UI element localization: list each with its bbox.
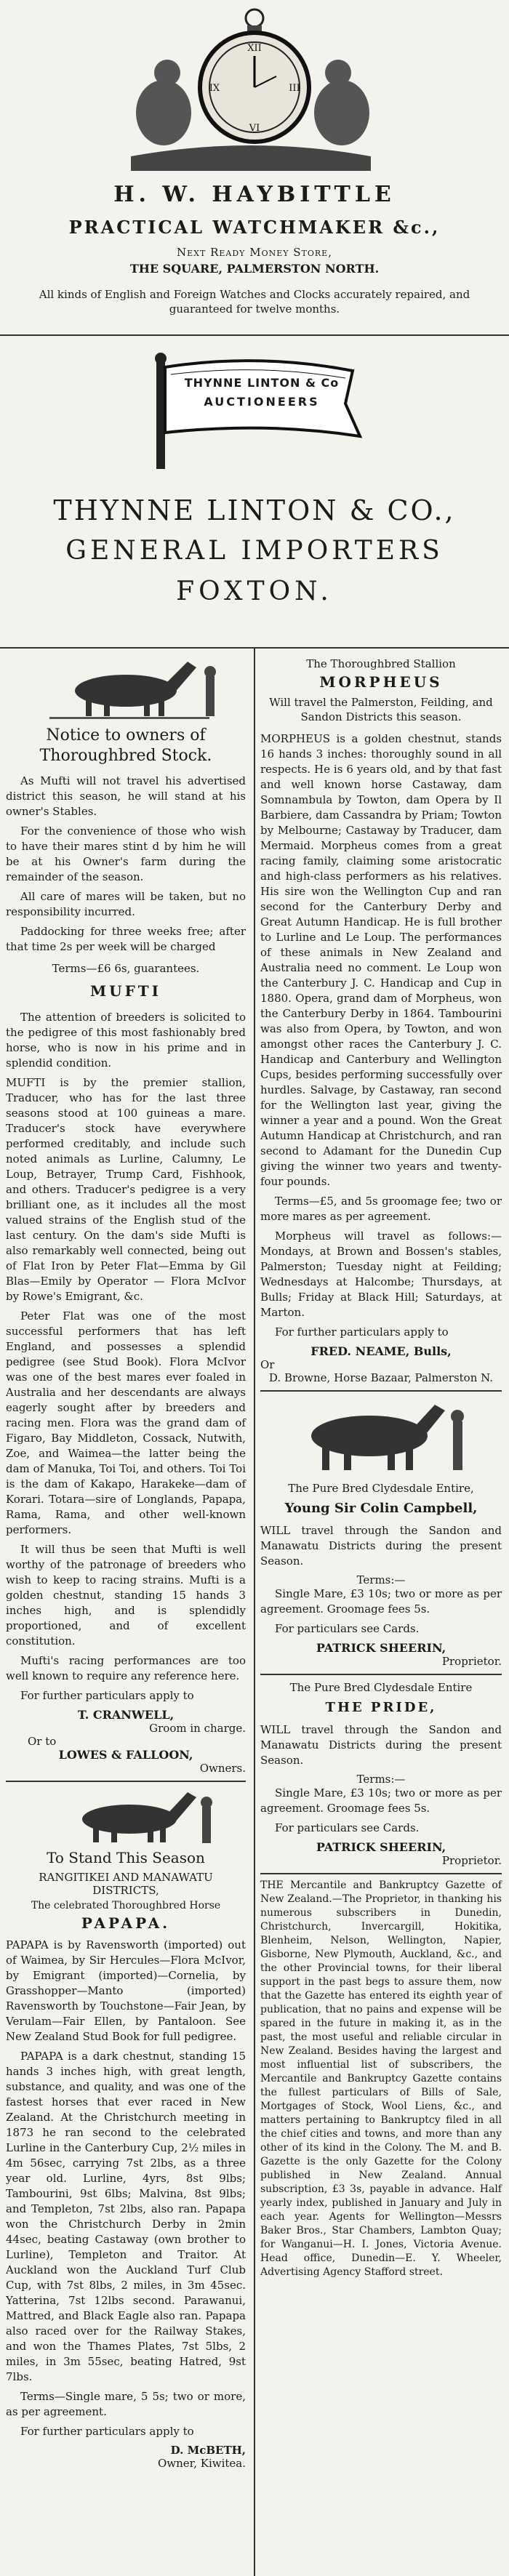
mufti-heading: Notice to owners of Thoroughbred Stock. xyxy=(39,726,212,765)
mufti-p4: The attention of breeders is solicited to the pedigree of this most fashionably bred horse, who is now in his prime and in splendid condition. xyxy=(6,1011,246,1070)
papapa-role: Owner, Kiwitea. xyxy=(158,2457,246,2470)
mufti-title: MUFTI xyxy=(89,982,162,1000)
pride-terms: Single Mare, £3 10s; two or more as per agreement. Groomage fees 5s. xyxy=(260,1786,502,1815)
papapa-p2: PAPAPA is a dark chestnut, standing 15 hands 3 inches high, with great length, substance, and quality, and was one of the fastest horses that ever raced in New Zealand. At the Christchurch meeting in 1873 he ran second to the celebrated Lurline in the Canterbury Cup, 2½ miles in 4m 56sec, carrying 7st 2lbs, as a three year old. Lurline, 4yrs, 8st 9lbs; Tambourini, 9st 6lbs; Malvina, 8st 9lbs; and Templeton, 7st 2lbs, also ran. Papapa won the Christchurch Derby in 2min 44sec, beating Castaway (own brother to Lurline), Templeton and Traitor. At Auckland won the Auckland Turf Club Cup, with 7st 8lbs, 2 miles, in 3m 45sec. Yatterina, 7st 12lbs second. Parawanui, Mattred, and Black Eagle also ran. Papapa also raced over for the Railway Stakes, and won the Thames Plates, 7st 5lbs, 2 miles, in 3m 55sec, beating Hatred, 9st 7lbs. xyxy=(6,2050,246,2383)
pride-contact: PATRICK SHEERIN, xyxy=(316,1840,446,1854)
ribbon-banner-icon xyxy=(142,353,367,476)
haybittle-ad xyxy=(22,0,487,327)
papapa-p1: PAPAPA is by Ravensworth (imported) out of Waimea, by Sir Hercules—Flora McIvor, by Emigrant (imported)—Cornelia, by Grasshopper—Manto (imported) Ravensworth by Touchstone—Fair Jean, by Verulam—Fair Ellen, by Pantaloon. See New Zealand Stud Book for full pedigree. xyxy=(6,1938,246,2043)
horse-with-groom-illustration xyxy=(260,1396,502,1476)
divider xyxy=(260,1873,502,1874)
column-divider xyxy=(254,649,255,2576)
pride-p1: WILL travel through the Sandon and Manawatu Districts during the present Season. xyxy=(260,1723,502,1767)
mufti-p9: For further particulars apply to xyxy=(20,1689,194,1702)
morpheus-p3: For further particulars apply to xyxy=(275,1325,449,1339)
mufti-contact2-role: Owners. xyxy=(199,1762,246,1775)
divider xyxy=(260,1390,502,1392)
morpheus-contact1: FRED. NEAME, Bulls, xyxy=(310,1344,452,1358)
thynne-title: GENERAL IMPORTERS xyxy=(65,536,444,566)
thynne-place: FOXTON. xyxy=(176,577,333,606)
morpheus-terms: Terms—£5, and 5s groomage fee; two or more mares as per agreement. xyxy=(260,1195,502,1223)
mufti-p1: For the convenience of those who wish to have their mares stint d by him he will be at his Owner's farm during the remainder of the season. xyxy=(6,824,246,883)
morpheus-p2: Morpheus will travel as follows:—Mondays, at Brown and Bossen's stables, Palmerston; Tuesday night at Feilding; Wednesdays at Halcombe; Thursdays, at Bulls; Friday at Black Hill; Saturdays, at Marton. xyxy=(260,1229,502,1319)
svg-text:XII: XII xyxy=(247,43,262,54)
morpheus-or: Or xyxy=(260,1358,275,1371)
campbell-contact: PATRICK SHEERIN, xyxy=(316,1641,446,1655)
mufti-intro: As Mufti will not travel his advertised district this season, he will stand at his owner's Stables. xyxy=(6,774,246,818)
svg-text:III: III xyxy=(289,83,300,94)
papapa-p3: For further particulars apply to xyxy=(20,2425,194,2438)
pocket-watch-with-cherubs-illustration xyxy=(131,4,371,171)
mufti-p6: Peter Flat was one of the most successful performers that has left England, and possesses a splendid pedigree (see Stud Book). Flora McIvor was one of the best mares ever foaled in Australia and her descendants are always eagerly sought after by breeders and racing men. Flora was the grand dam of Figaro, Bay Middleton, Cossack, Nutwith, Zoe, and Waimea—the latter being the dam of Manuka, Toi Toi, and others. Toi Toi is the dam of Kakapo, Harakeke—dam of Korari. Totara—sire of Longlands, Papapa, Rama, Rama, and other well-known performers. xyxy=(6,1309,246,1536)
horse-with-groom-illustration xyxy=(6,1786,246,1845)
right-column xyxy=(260,654,502,2284)
mufti-or: Or to xyxy=(28,1735,57,1748)
pride-p2: For particulars see Cards. xyxy=(275,1821,420,1834)
mufti-contact2: LOWES & FALLOON, xyxy=(58,1748,193,1762)
svg-text:VI: VI xyxy=(249,123,260,134)
papapa-celebrated: The celebrated Thoroughbred Horse xyxy=(31,1900,221,1911)
papapa-heading: To Stand This Season xyxy=(47,1849,205,1866)
thynne-linton-ad xyxy=(0,345,509,651)
divider xyxy=(260,1674,502,1675)
pride-heading: The Pure Bred Clydesdale Entire xyxy=(289,1681,473,1694)
morpheus-title: MORPHEUS xyxy=(319,673,443,691)
morpheus-contact2: D. Browne, Horse Bazaar, Palmerston N. xyxy=(268,1371,494,1384)
divider xyxy=(6,1781,246,1782)
campbell-role: Proprietor. xyxy=(441,1655,502,1668)
mufti-p5: MUFTI is by the premier stallion, Traducer, who has for the last three seasons stood at 100 guineas a mare. Traducer's stock have everywhere performed creditably, and include such noted animals as Lurline, Calumny, Le Loup, Betrayer, Trump Card, Fishhook, and others. Traducer's pedigree is a very brilliant one, as it includes all the most valued strains of the English stud of the last century. On the dam's side Mufti is also remarkably well connected, being out of Flat Iron by Peter Flat—Emma by Gil Blas—Emily by Operator — Flora McIvor by Rowe's Emigrant, &c. xyxy=(6,1076,246,1303)
morpheus-p1: MORPHEUS is a golden chestnut, stands 16 hands 3 inches: thoroughly sound in all respects. He is 6 years old, and by that fast and well known horse Castaway, dam Somnambula by Towton, dam Opera by Il Barbiere, dam Cassandra by Priam; Towton by Melbourne; Castaway by Traducer, dam Mermaid. Morpheus comes from a great racing family, claiming some aristocratic and high-class performers as his relatives. His sire won the Wellington Cup and ran second for the Canterbury Derby and Great Autumn Handicap. He is full brother to Lurline and Le Loup. The performances of these animals in New Zealand and Australia need no comment. Le Loup won the Canterbury J. C. Handicap and Cup in 1880. Opera, grand dam of Morpheus, won the Canterbury Derby in 1864. Tambourini was also from Opera, by Towton, and won amongst other races the Canterbury J. C. Handicap and Canterbury and Wellington Cups, besides performing successfully over hurdles. Salvage, by Castaway, ran second for the Wellington last year, giving the winner a year and a pound. Won the Great Autumn Handicap at Christchurch, and ran second to Adamant for the Dunedin Cup giving the winner two years and twenty-four pounds. xyxy=(260,732,502,1188)
mufti-contact1: T. CRANWELL, xyxy=(77,1708,175,1722)
haybittle-address-line2: THE SQUARE, PALMERSTON NORTH. xyxy=(129,262,380,276)
campbell-heading: The Pure Bred Clydesdale Entire, xyxy=(288,1482,474,1495)
campbell-terms-label: Terms:— xyxy=(356,1573,406,1586)
pride-role: Proprietor. xyxy=(441,1854,502,1867)
papapa-contact: D. McBETH, xyxy=(170,2444,246,2457)
mufti-terms: Terms—£6 6s, guarantees. xyxy=(52,962,200,975)
papapa-districts: RANGITIKEI AND MANAWATU DISTRICTS, xyxy=(39,1871,213,1897)
thynne-name: THYNNE LINTON & CO., xyxy=(53,494,456,526)
mufti-p7: It will thus be seen that Mufti is well worthy of the patronage of breeders who wish to keep to racing strains. Mufti is a golden chestnut, standing 15 hands 3 inches high, and is splendidly proportioned, and of excellent constitution. xyxy=(6,1543,246,1648)
mufti-p2: All care of mares will be taken, but no responsibility incurred. xyxy=(6,890,246,918)
morpheus-subtitle: Will travel the Palmerston, Feilding, and Sandon Districts this season. xyxy=(269,696,493,723)
mufti-p3: Paddocking for three weeks free; after that time 2s per week will be charged xyxy=(6,925,246,953)
papapa-terms: Terms—Single mare, 5 5s; two or more, as per agreement. xyxy=(6,2390,246,2418)
horse-with-groom-illustration xyxy=(6,654,246,720)
pride-terms-label: Terms:— xyxy=(356,1773,406,1786)
haybittle-name: H. W. HAYBITTLE xyxy=(113,182,396,207)
banner-line1: THYNNE LINTON & Co xyxy=(184,376,340,390)
haybittle-title: PRACTICAL WATCHMAKER &c., xyxy=(68,217,441,238)
campbell-terms: Single Mare, £3 10s; two or more as per agreement. Groomage fees 5s. xyxy=(260,1587,502,1616)
campbell-title: Young Sir Colin Campbell, xyxy=(284,1501,478,1516)
papapa-title: PAPAPA. xyxy=(81,1914,171,1932)
svg-text:IX: IX xyxy=(209,83,220,94)
banner-line2: AUCTIONEERS xyxy=(204,395,320,409)
mufti-contact1-role: Groom in charge. xyxy=(149,1722,246,1735)
divider xyxy=(0,334,509,336)
campbell-p2: For particulars see Cards. xyxy=(275,1622,420,1635)
haybittle-address-line1: Next Ready Money Store, xyxy=(177,246,332,259)
pride-title: THE PRIDE, xyxy=(325,1700,437,1715)
haybittle-notice: All kinds of English and Foreign Watches and Clocks accurately repaired, and guaranteed for twelve months. xyxy=(39,288,470,316)
gazette-p1: THE Mercantile and Bankruptcy Gazette of New Zealand.—The Proprietor, in thanking his numerous subscribers in Dunedin, Christchurch, Invercargill, Hokitika, Blenheim, Nelson, Wellington, Napier, Gisborne, New Plymouth, Auckland, &c., and the other Provincial towns, for their liberal support in the past begs to assure them, now that the Gazette has entered its eighth year of publication, that no pains and expense will be spared in the future in making it, as in the past, the most useful and reliable circular in New Zealand. Besides having the largest and most influential list of subscribers, the Mercantile and Bankruptcy Gazette contains the fullest particulars of Bills of Sale, Mortgages of Stock, Wool Liens, &c., and matters pertaining to Bankruptcy filed in all the chief cities and towns, and more than any other of its kind in the Colony. The M. and B. Gazette is the only Gazette for the Colony published in New Zealand. Annual subscription, £3 3s, payable in advance. Half yearly index, published in January and July in each year. Agents for Wellington—Messrs Baker Bros., Star Chambers, Lambton Quay; for Wanganui—H. I. Jones, Victoria Avenue. Head office, Dunedin—E. Y. Wheeler, Advertising Agency Stafford street. xyxy=(260,1879,502,2278)
campbell-p1: WILL travel through the Sandon and Manawatu Districts during the present Season. xyxy=(260,1524,502,1568)
morpheus-heading: The Thoroughbred Stallion xyxy=(306,657,456,670)
mufti-p8: Mufti's racing performances are too well known to require any reference here. xyxy=(6,1654,246,1682)
left-column xyxy=(6,654,246,2470)
